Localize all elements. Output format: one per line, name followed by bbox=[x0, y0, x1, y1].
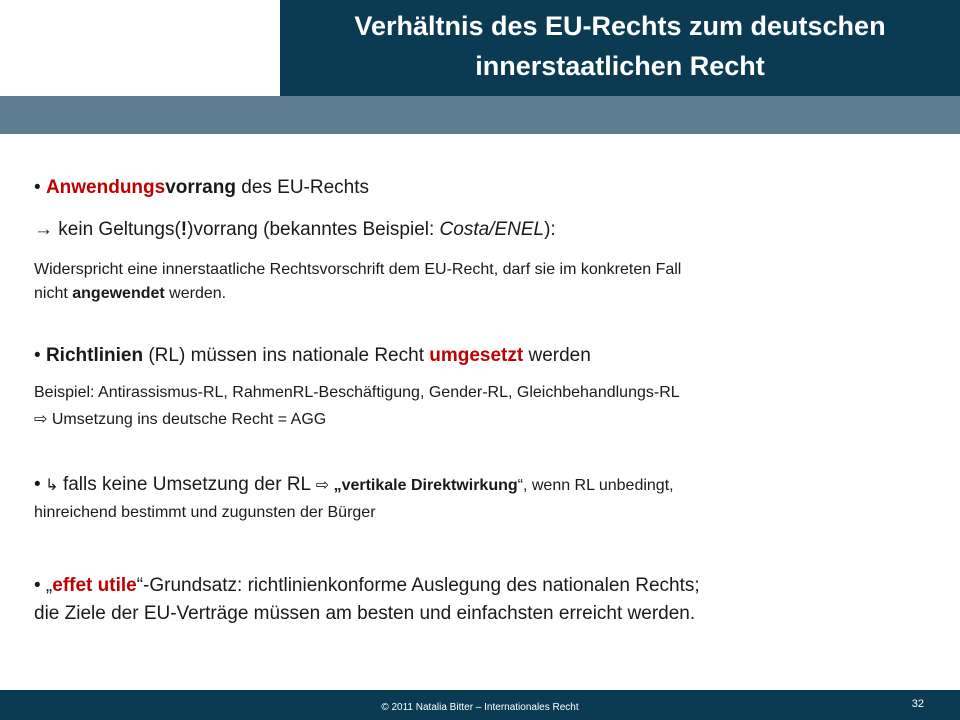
explain-line-2 bbox=[34, 285, 226, 303]
bullet-text: “-Grundsatz: richtlinienkonforme Auslegung des nationalen Rechts; bbox=[136, 575, 700, 596]
angewendet-bold: angewendet bbox=[72, 285, 165, 302]
hook-arrow-icon: ↳ bbox=[40, 477, 63, 494]
effet-utile-highlight: effet utile bbox=[52, 575, 137, 596]
bullet-marker: • bbox=[34, 474, 41, 495]
slide-title-line1: Verhältnis des EU-Rechts zum deutschen bbox=[354, 11, 886, 41]
explain-end: werden. bbox=[164, 285, 227, 302]
vorrang-bold: vorrang bbox=[165, 177, 236, 198]
effet-utile-line-2: die Ziele der EU-Verträge müssen am besten und einfachsten erreicht werden. bbox=[34, 603, 696, 624]
footer-copyright: © 2011 Natalia Bitter – Internationales Recht bbox=[381, 702, 579, 713]
arrow-prefix: → kein Geltungs( bbox=[34, 219, 181, 240]
bullet-marker: • bbox=[34, 177, 41, 198]
bullet-rest: , wenn RL unbedingt, bbox=[522, 477, 674, 494]
bullet-anwendungsvorrang bbox=[34, 177, 369, 199]
example-line-2: ⇨ Umsetzung ins deutsche Recht = AGG bbox=[34, 411, 327, 428]
direktwirkung-line-2: hinreichend bestimmt und zugunsten der Bürger bbox=[34, 504, 376, 521]
quote-open: „ bbox=[40, 575, 53, 596]
arrow-end: ): bbox=[544, 219, 556, 240]
quote-open: „ bbox=[333, 477, 342, 494]
page-number: 32 bbox=[911, 698, 924, 710]
geltungsvorrang-line bbox=[34, 219, 556, 241]
example-line-1: Beispiel: Antirassismus-RL, RahmenRL-Beschäftigung, Gender-RL, Gleichbehandlungs-RL bbox=[34, 384, 680, 401]
bullet-end: werden bbox=[523, 345, 591, 366]
slide-title bbox=[280, 0, 960, 96]
bullet-effet-utile bbox=[34, 575, 700, 597]
direktwirkung-bold: vertikale Direktwirkung bbox=[341, 477, 518, 494]
bullet-text: falls keine Umsetzung der RL bbox=[62, 474, 316, 495]
header-band bbox=[0, 96, 960, 134]
bullet-text: des EU-Rechts bbox=[235, 177, 370, 198]
anwendungs-highlight: Anwendungs bbox=[45, 177, 166, 198]
explain-text: nicht bbox=[34, 285, 73, 302]
bullet-direktwirkung bbox=[34, 474, 674, 496]
slide-title-line2: innerstaatlichen Recht bbox=[475, 51, 765, 81]
quote-close: “ bbox=[517, 477, 523, 494]
bullet-marker: • bbox=[34, 345, 41, 366]
right-arrow-icon: ⇨ bbox=[315, 477, 334, 494]
umgesetzt-highlight: umgesetzt bbox=[429, 345, 524, 366]
richtlinien-bold: Richtlinien bbox=[45, 345, 144, 366]
bullet-richtlinien bbox=[34, 345, 591, 367]
arrow-mid: )vorrang (bekanntes Beispiel: bbox=[187, 219, 440, 240]
costa-enel-italic: Costa/ENEL bbox=[439, 219, 545, 240]
exclamation-bold: ! bbox=[180, 219, 188, 240]
bullet-text: (RL) müssen ins nationale Recht bbox=[143, 345, 430, 366]
bullet-marker: • bbox=[34, 575, 41, 596]
explain-line-1: Widerspricht eine innerstaatliche Rechtsvorschrift dem EU-Recht, darf sie im konkreten Fall bbox=[34, 261, 682, 278]
footer-bar bbox=[0, 690, 960, 720]
